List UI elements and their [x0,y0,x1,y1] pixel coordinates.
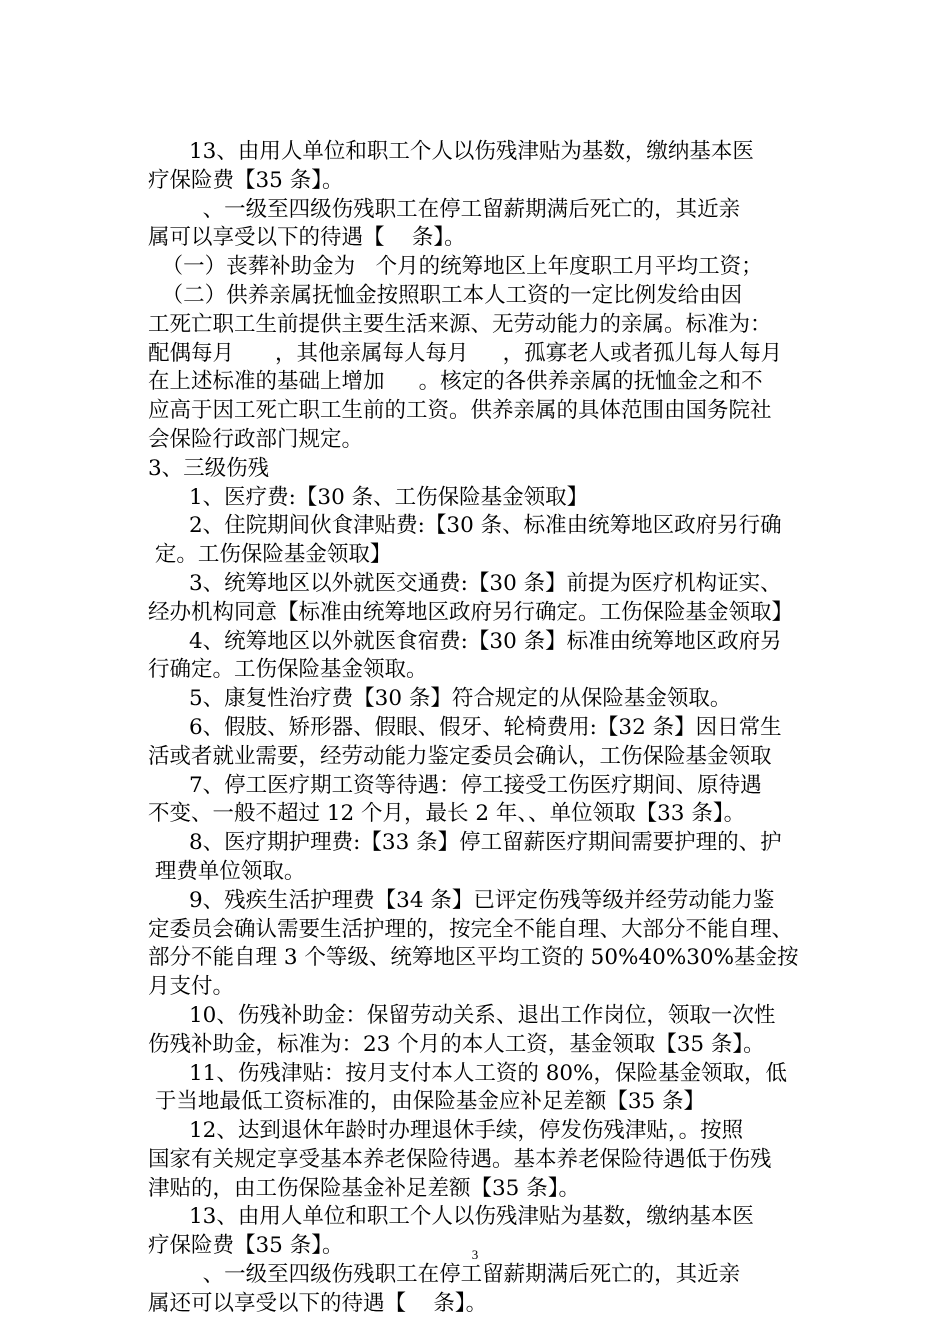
text-line: 5、康复性治疗费【30 条】符合规定的从保险基金领取。 [148,686,732,712]
text-line: 活或者就业需要，经劳动能力鉴定委员会确认，工伤保险基金领取 [148,743,772,769]
text-line: 6、假肢、矫形器、假眼、假牙、轮椅费用:【32 条】因日常生 [148,714,782,740]
text-line: 定。工伤保险基金领取】 [148,542,392,568]
text-line: 月支付。 [148,974,235,1000]
text-line: 9、残疾生活护理费【34 条】已评定伤残等级并经劳动能力鉴 [148,887,775,913]
text-line: 11、伤残津贴：按月支付本人工资的 80%，保险基金领取，低 [148,1060,787,1086]
text-line: 经办机构同意【标准由统筹地区政府另行确定。工伤保险基金领取】 [148,599,794,625]
text-line: 、一级至四级伤残职工在停工留薪期满后死亡的，其近亲 [148,1262,741,1288]
text-line: 2、住院期间伙食津贴费:【30 条、标准由统筹地区政府另行确 [148,513,782,539]
text-line: 会保险行政部门规定。 [148,426,364,452]
text-line: （一）丧葬补助金为 个月的统筹地区上年度职工月平均工资； [148,254,763,280]
text-line: 1、医疗费:【30 条、工伤保险基金领取】 [148,484,589,510]
text-line: 13、由用人单位和职工个人以伤残津贴为基数，缴纳基本医 [148,1204,754,1230]
text-line: 3、统筹地区以外就医交通费:【30 条】前提为医疗机构证实、 [148,570,782,596]
text-line: 疗保险费【35 条】。 [148,1233,344,1259]
text-line: 属还可以享受以下的待遇【 条】。 [148,1290,488,1316]
text-line: 3、三级伤残 [148,455,270,481]
text-line: 津贴的，由工伤保险基金补足差额【35 条】。 [148,1175,580,1201]
text-line: 部分不能自理 3 个等级、统筹地区平均工资的 50%40%30%基金按 [148,945,799,971]
text-line: 10、伤残补助金：保留劳动关系、退出工作岗位，领取一次性 [148,1002,776,1028]
text-line: 13、由用人单位和职工个人以伤残津贴为基数，缴纳基本医 [148,139,754,164]
text-line: 12、达到退休年龄时办理退休手续，停发伤残津贴，。按照 [148,1118,744,1144]
text-line: 属可以享受以下的待遇【 条】。 [148,225,466,251]
text-line: 7、停工医疗期工资等待遇：停工接受工伤医疗期间、原待遇 [148,772,762,798]
text-line: 应高于因工死亡职工生前的工资。供养亲属的具体范围由国务院社 [148,398,772,424]
text-line: 、一级至四级伤残职工在停工留薪期满后死亡的，其近亲 [148,196,741,222]
text-line: 伤残补助金，标准为：23 个月的本人工资，基金领取【35 条】。 [148,1031,765,1057]
text-line: 定委员会确认需要生活护理的，按完全不能自理、大部分不能自理、 [148,916,794,942]
text-line: 配偶每月 ，其他亲属每人每月 ，孤寡老人或者孤儿每人每月 [148,340,783,366]
page-number: 3 [471,1247,479,1262]
text-line: 工死亡职工生前提供主要生活来源、无劳动能力的亲属。标准为： [148,311,772,337]
text-line: 4、统筹地区以外就医食宿费:【30 条】标准由统筹地区政府另 [148,628,782,654]
text-line: （二）供养亲属抚恤金按照职工本人工资的一定比例发给由因 [148,282,743,308]
text-line: 8、医疗期护理费:【33 条】停工留薪医疗期间需要护理的、护 [148,830,782,856]
text-line: 理费单位领取。 [148,858,306,884]
text-line: 疗保险费【35 条】。 [148,167,344,193]
text-line: 在上述标准的基础上增加 。核定的各供养亲属的抚恤金之和不 [148,369,763,395]
text-line: 国家有关规定享受基本养老保险待遇。基本养老保险待遇低于伤残 [148,1146,772,1172]
text-line: 不变、一般不超过 12 个月，最长 2 年、、单位领取【33 条】。 [148,801,746,827]
text-line: 于当地最低工资标准的，由保险基金应补足差额【35 条】 [148,1089,706,1115]
text-line: 行确定。工伤保险基金领取。 [148,657,428,683]
body-text [148,138,808,1319]
